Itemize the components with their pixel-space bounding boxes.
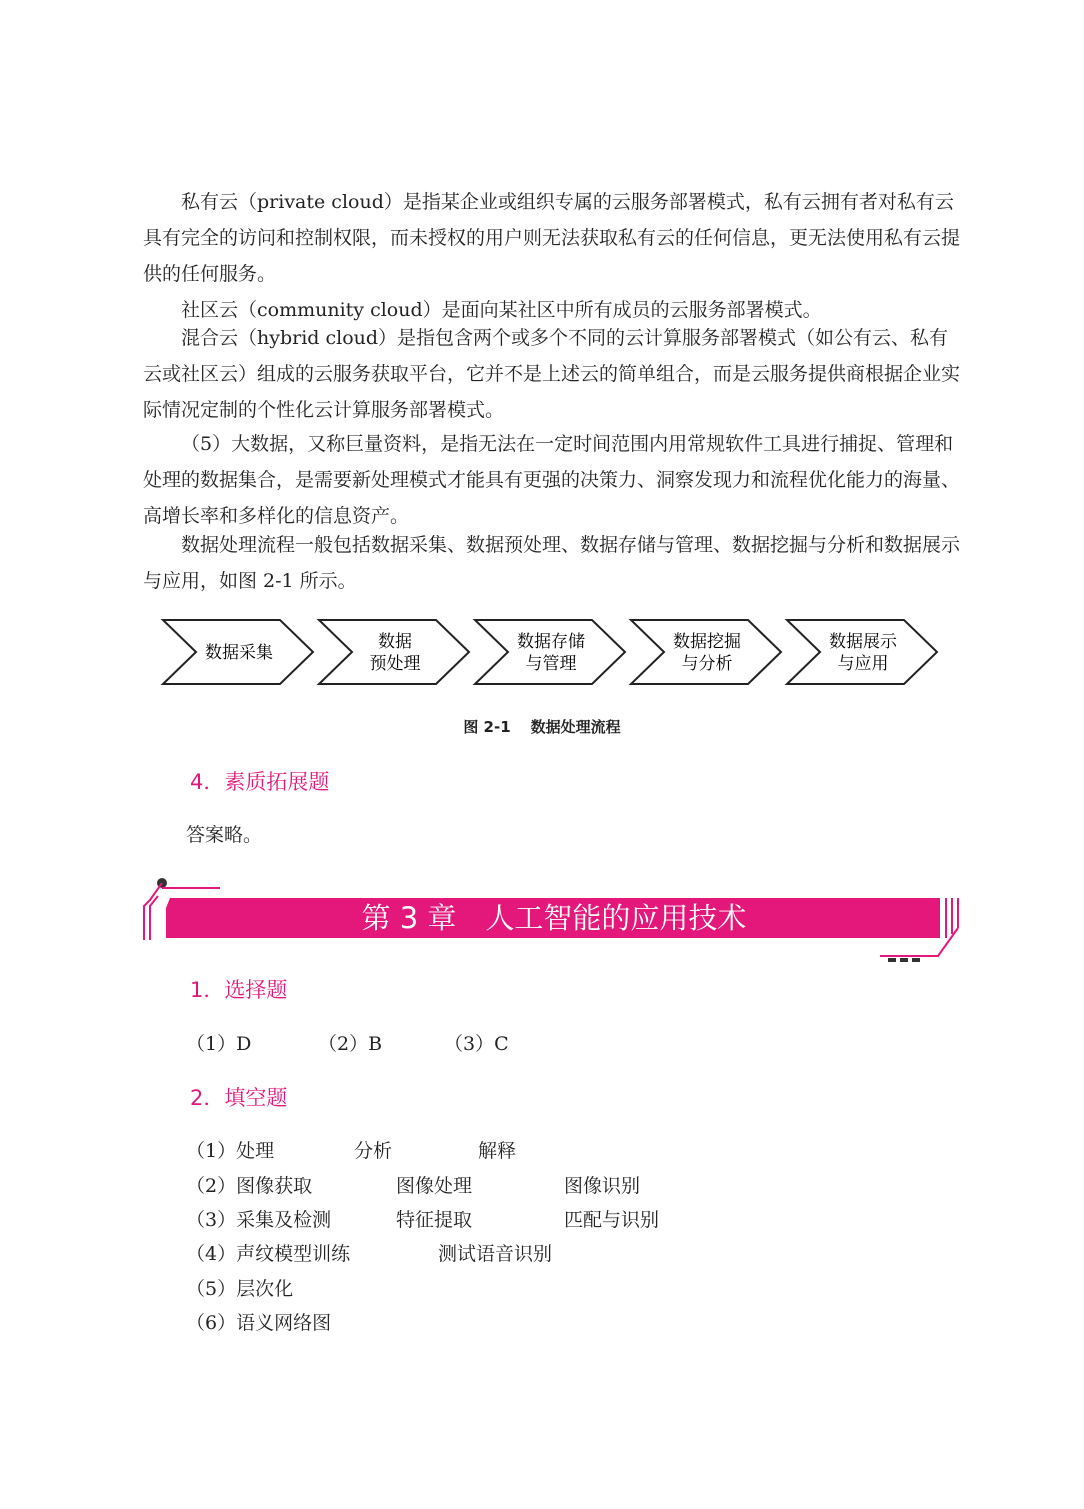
figure-title: 数据处理流程 [530, 718, 621, 736]
flow-step [475, 620, 625, 684]
fill-answer: （4）声纹模型训练 [186, 1243, 351, 1265]
flow-step [319, 620, 469, 684]
fill-answer: （3）采集及检测 [186, 1209, 332, 1231]
fill-answer: 测试语音识别 [438, 1243, 553, 1265]
fill-answer: 分析 [354, 1140, 393, 1162]
chapter-title: 第 3 章 人工智能的应用技术 [361, 901, 747, 935]
fill-answer: 图像识别 [564, 1175, 641, 1197]
paragraph-private-cloud: 私有云（private cloud）是指某企业或组织专属的云服务部署模式，私有云拥有者对私有云具有完全的访问和控制权限，而未授权的用户则无法获取私有云的任何信息，更无法使用私有云提供的任何服务。 [143, 191, 961, 285]
flow-step-label: 与分析 [681, 654, 733, 673]
figure-number: 图 2-1 [463, 718, 511, 736]
flow-step [787, 620, 937, 684]
flow-step-label: 数据展示 [829, 632, 897, 651]
flow-step-label: 与应用 [837, 654, 889, 673]
figure-caption [0, 716, 1084, 737]
fill-answer: （1）处理 [186, 1140, 275, 1162]
fill-answer: （2）图像获取 [186, 1175, 313, 1197]
flow-step-label: 与管理 [525, 654, 577, 673]
data-flow-diagram [160, 616, 940, 688]
flow-step-label: 预处理 [369, 654, 421, 673]
fill-answer: （5）层次化 [186, 1278, 294, 1300]
paragraph-community-cloud: 社区云（community cloud）是面向某社区中所有成员的云服务部署模式。 [181, 299, 822, 321]
paragraph-data-flow: 数据处理流程一般包括数据采集、数据预处理、数据存储与管理、数据挖掘与分析和数据展示与应用，如图 2-1 所示。 [143, 534, 961, 592]
flow-step-label: 数据 [378, 632, 412, 651]
flow-step-label: 数据挖掘 [673, 632, 741, 651]
paragraph-hybrid-cloud: 混合云（hybrid cloud）是指包含两个或多个不同的云计算服务部署模式（如公有云、私有云或社区云）组成的云服务获取平台，它并不是上述云的简单组合，而是云服务提供商根据企业实际情况定制的个性化云计算服务部署模式。 [143, 327, 961, 421]
section-heading-fill: 2．填空题 [190, 1086, 288, 1110]
flow-step-label: 数据采集 [205, 643, 273, 662]
fill-answer: （6）语义网络图 [186, 1312, 332, 1334]
fill-answer: 图像处理 [396, 1175, 473, 1197]
fill-answer: 特征提取 [396, 1209, 473, 1231]
section-heading-choice: 1．选择题 [190, 978, 288, 1002]
flow-step [631, 620, 781, 684]
choice-answer: （2）B [318, 1033, 383, 1055]
answer-text: 答案略。 [186, 824, 263, 846]
fill-answer: 解释 [478, 1140, 517, 1162]
fill-answer: 匹配与识别 [564, 1209, 660, 1231]
choice-answer: （3）C [444, 1033, 509, 1055]
flow-step-label: 数据存储 [517, 632, 585, 651]
section-heading-quality: 4．素质拓展题 [190, 770, 330, 794]
paragraph-big-data: （5）大数据，又称巨量资料，是指无法在一定时间范围内用常规软件工具进行捕捉、管理和处理的数据集合，是需要新处理模式才能具有更强的决策力、洞察发现力和流程优化能力的海量、高增长率和多样化的信息资产。 [143, 433, 961, 527]
choice-answer: （1）D [186, 1033, 252, 1055]
flow-step [163, 620, 313, 684]
